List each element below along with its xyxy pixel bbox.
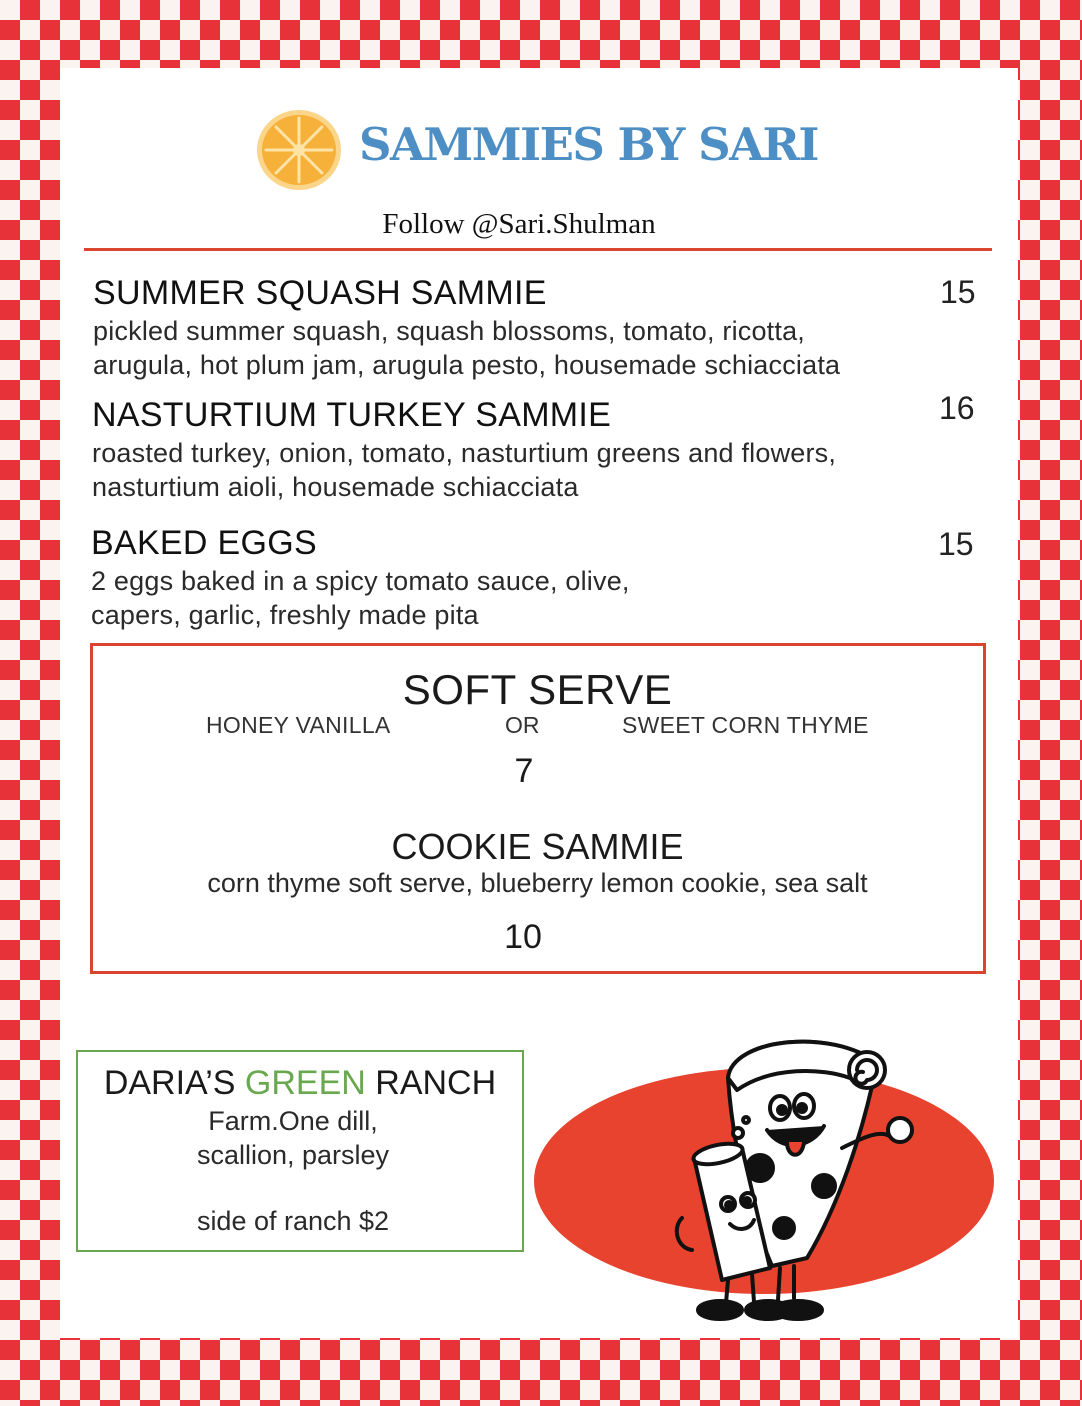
item-description: pickled summer squash, squash blossoms, tomato, ricotta, arugula, hot plum jam, arugula pesto, housemade schiacciata	[93, 316, 841, 380]
item-name: BAKED EGGS	[91, 524, 317, 562]
or-separator: OR	[505, 712, 540, 738]
item-price: 15	[938, 526, 974, 562]
flavor-option: SWEET CORN THYME	[622, 712, 869, 738]
social-handle: Follow @Sari.Shulman	[382, 208, 656, 240]
item-price: 16	[939, 390, 975, 426]
orange-slice-icon	[256, 108, 342, 192]
dessert-box	[90, 643, 986, 974]
item-description: roasted turkey, onion, tomato, nasturtium greens and flowers, nasturtium aioli, housemade schiacciata	[92, 438, 837, 502]
cookie-sammie-price: 10	[504, 918, 542, 956]
ranch-title: DARIA’S GREEN RANCH	[103, 1064, 497, 1102]
flavor-option: HONEY VANILLA	[206, 712, 391, 738]
menu-page	[60, 68, 1018, 1338]
ranch-side-price: side of ranch $2	[196, 1206, 390, 1236]
ranch-description: Farm.One dill, scallion, parsley	[196, 1106, 390, 1170]
item-name: NASTURTIUM TURKEY SAMMIE	[92, 396, 612, 434]
item-name: SUMMER SQUASH SAMMIE	[93, 274, 547, 312]
item-description: 2 eggs baked in a spicy tomato sauce, olive, capers, garlic, freshly made pita	[91, 566, 630, 630]
item-price: 15	[940, 274, 976, 310]
soda-can-and-pizza-mascot-icon	[532, 1018, 1002, 1328]
header-divider	[84, 248, 992, 251]
soft-serve-price: 7	[514, 752, 534, 790]
brand-name: SAMMIES BY SARI	[359, 118, 818, 171]
cookie-sammie-title: COOKIE SAMMIE	[391, 826, 684, 867]
ranch-box	[76, 1050, 524, 1252]
cookie-sammie-description: corn thyme soft serve, blueberry lemon cookie, sea salt	[207, 868, 868, 898]
ranch-title-green: GREEN	[244, 1064, 366, 1102]
brand-header	[256, 108, 826, 192]
soft-serve-title: SOFT SERVE	[402, 666, 673, 713]
